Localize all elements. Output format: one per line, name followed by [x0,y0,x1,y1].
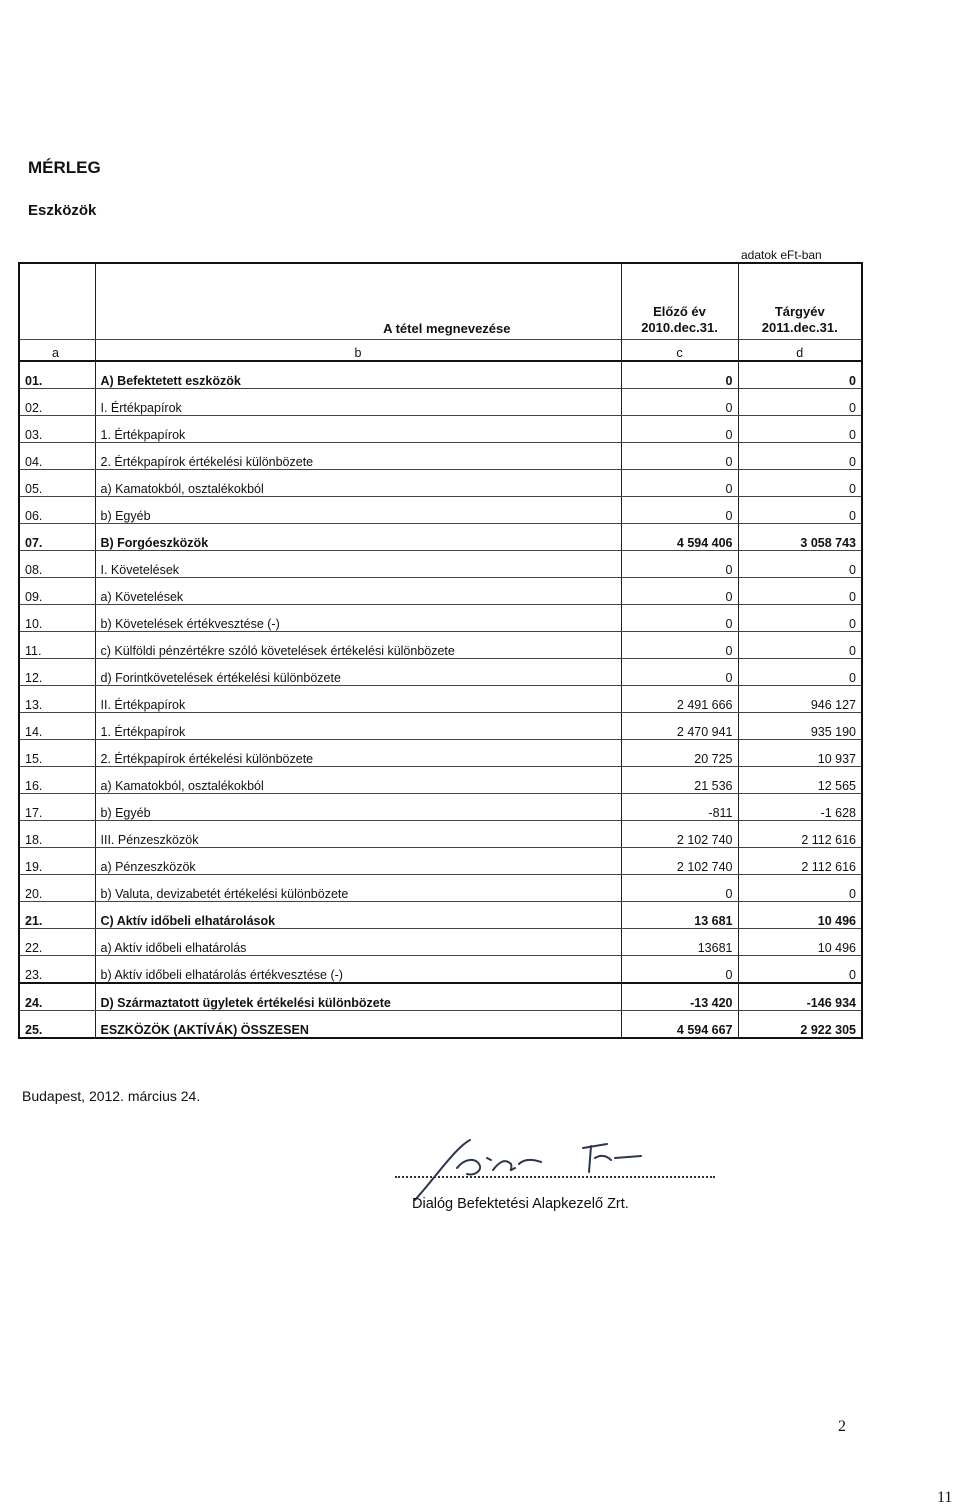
header-item-name: A tétel megnevezése [95,263,621,340]
row-label: a) Aktív időbeli elhatárolás [95,929,621,956]
place-date: Budapest, 2012. március 24. [22,1088,201,1104]
row-prev-value: 0 [621,875,738,902]
row-curr-value: 0 [738,389,862,416]
table-row [19,848,862,875]
row-number: 01. [19,361,95,389]
table-row [19,686,862,713]
row-label: I. Értékpapírok [95,389,621,416]
row-curr-value: 0 [738,497,862,524]
table-row [19,578,862,605]
row-label: b) Egyéb [95,497,621,524]
row-prev-value: 0 [621,470,738,497]
row-number: 23. [19,956,95,984]
company-name: Dialóg Befektetési Alapkezelő Zrt. [412,1196,629,1212]
row-curr-value: 0 [738,443,862,470]
header-curr-date: 2011.dec.31. [761,320,838,335]
row-number: 15. [19,740,95,767]
table-row [19,389,862,416]
row-label: b) Valuta, devizabetét értékelési különbözete [95,875,621,902]
document-subtitle: Eszközök [28,202,97,219]
row-curr-value: 0 [738,875,862,902]
row-curr-value: 12 565 [738,767,862,794]
row-number: 10. [19,605,95,632]
row-prev-value: 0 [621,659,738,686]
row-label: a) Pénzeszközök [95,848,621,875]
row-number: 04. [19,443,95,470]
row-prev-value: 13 681 [621,902,738,929]
table-row [19,632,862,659]
row-prev-value: 21 536 [621,767,738,794]
row-prev-value: 0 [621,443,738,470]
column-letter-a: a [19,340,95,362]
row-curr-value: -1 628 [738,794,862,821]
row-number: 16. [19,767,95,794]
row-number: 14. [19,713,95,740]
row-curr-value: 0 [738,605,862,632]
row-label: a) Kamatokból, osztalékokból [95,470,621,497]
row-number: 12. [19,659,95,686]
table-row [19,740,862,767]
row-label: I. Követelések [95,551,621,578]
table-row [19,1011,862,1039]
row-prev-value: 2 102 740 [621,848,738,875]
row-prev-value: 0 [621,361,738,389]
row-number: 24. [19,983,95,1011]
table-row [19,902,862,929]
header-curr-label: Tárgyév [774,304,825,319]
row-prev-value: 4 594 667 [621,1011,738,1039]
row-number: 07. [19,524,95,551]
row-prev-value: 0 [621,551,738,578]
row-prev-value: 0 [621,389,738,416]
row-number: 09. [19,578,95,605]
balance-sheet-table [18,262,863,1039]
row-label: II. Értékpapírok [95,686,621,713]
row-prev-value: -811 [621,794,738,821]
row-number: 22. [19,929,95,956]
page-number: 2 [838,1418,846,1435]
row-prev-value: 4 594 406 [621,524,738,551]
header-prev-year [621,263,738,340]
row-number: 11. [19,632,95,659]
table-row [19,713,862,740]
row-curr-value: 0 [738,470,862,497]
row-curr-value: 0 [738,956,862,984]
row-curr-value: 0 [738,632,862,659]
table-row [19,551,862,578]
row-label: b) Aktív időbeli elhatárolás értékvesztése (-) [95,956,621,984]
table-row [19,605,862,632]
table-row [19,524,862,551]
row-number: 06. [19,497,95,524]
row-number: 05. [19,470,95,497]
row-number: 03. [19,416,95,443]
row-prev-value: 0 [621,416,738,443]
column-letter-d: d [738,340,862,362]
row-number: 17. [19,794,95,821]
row-curr-value: 2 922 305 [738,1011,862,1039]
table-row [19,659,862,686]
row-number: 08. [19,551,95,578]
column-letters-row [19,340,862,362]
row-prev-value: 2 470 941 [621,713,738,740]
table-row [19,497,862,524]
row-number: 19. [19,848,95,875]
table-row [19,983,862,1011]
row-curr-value: 946 127 [738,686,862,713]
table-row [19,875,862,902]
table-row [19,821,862,848]
row-prev-value: 0 [621,956,738,984]
row-label: A) Befektetett eszközök [95,361,621,389]
row-curr-value: 10 496 [738,902,862,929]
row-number: 02. [19,389,95,416]
row-curr-value: 2 112 616 [738,848,862,875]
row-curr-value: 10 937 [738,740,862,767]
row-prev-value: 20 725 [621,740,738,767]
column-letter-c: c [621,340,738,362]
row-prev-value: 0 [621,578,738,605]
document-title: MÉRLEG [28,158,101,177]
row-curr-value: 2 112 616 [738,821,862,848]
row-number: 25. [19,1011,95,1039]
row-label: III. Pénzeszközök [95,821,621,848]
row-label: 1. Értékpapírok [95,416,621,443]
row-prev-value: 0 [621,497,738,524]
table-row [19,443,862,470]
row-label: a) Követelések [95,578,621,605]
header-current-year [738,263,862,340]
row-prev-value: 0 [621,605,738,632]
row-label: D) Származtatott ügyletek értékelési különbözete [95,983,621,1011]
row-label: 1. Értékpapírok [95,713,621,740]
row-label: d) Forintkövetelések értékelési különbözete [95,659,621,686]
row-number: 13. [19,686,95,713]
row-label: b) Egyéb [95,794,621,821]
row-curr-value: 0 [738,416,862,443]
signature-line [395,1170,715,1178]
column-letter-b: b [95,340,621,362]
table-row [19,470,862,497]
row-label: a) Kamatokból, osztalékokból [95,767,621,794]
row-label: c) Külföldi pénzértékre szóló követelések értékelési különbözete [95,632,621,659]
table-header-row [19,263,862,340]
row-curr-value: -146 934 [738,983,862,1011]
table-row [19,794,862,821]
unit-note: adatok eFt-ban [741,248,822,262]
row-curr-value: 0 [738,361,862,389]
row-prev-value: 2 491 666 [621,686,738,713]
table-row [19,416,862,443]
header-prev-label: Előző év [653,304,706,319]
row-label: C) Aktív időbeli elhatárolások [95,902,621,929]
row-curr-value: 3 058 743 [738,524,862,551]
row-number: 20. [19,875,95,902]
table-row [19,767,862,794]
row-number: 18. [19,821,95,848]
header-num-cell [19,263,95,340]
table-row [19,929,862,956]
row-label: b) Követelések értékvesztése (-) [95,605,621,632]
row-curr-value: 0 [738,659,862,686]
table-row [19,956,862,984]
row-curr-value: 0 [738,551,862,578]
row-curr-value: 935 190 [738,713,862,740]
row-prev-value: 13681 [621,929,738,956]
row-label: 2. Értékpapírok értékelési különbözete [95,740,621,767]
row-label: ESZKÖZÖK (AKTÍVÁK) ÖSSZESEN [95,1011,621,1039]
sheet-number: 11 [937,1489,953,1506]
table-row [19,361,862,389]
row-curr-value: 0 [738,578,862,605]
row-curr-value: 10 496 [738,929,862,956]
row-number: 21. [19,902,95,929]
row-label: B) Forgóeszközök [95,524,621,551]
row-prev-value: 2 102 740 [621,821,738,848]
header-prev-date: 2010.dec.31. [641,320,718,335]
row-prev-value: 0 [621,632,738,659]
row-label: 2. Értékpapírok értékelési különbözete [95,443,621,470]
row-prev-value: -13 420 [621,983,738,1011]
